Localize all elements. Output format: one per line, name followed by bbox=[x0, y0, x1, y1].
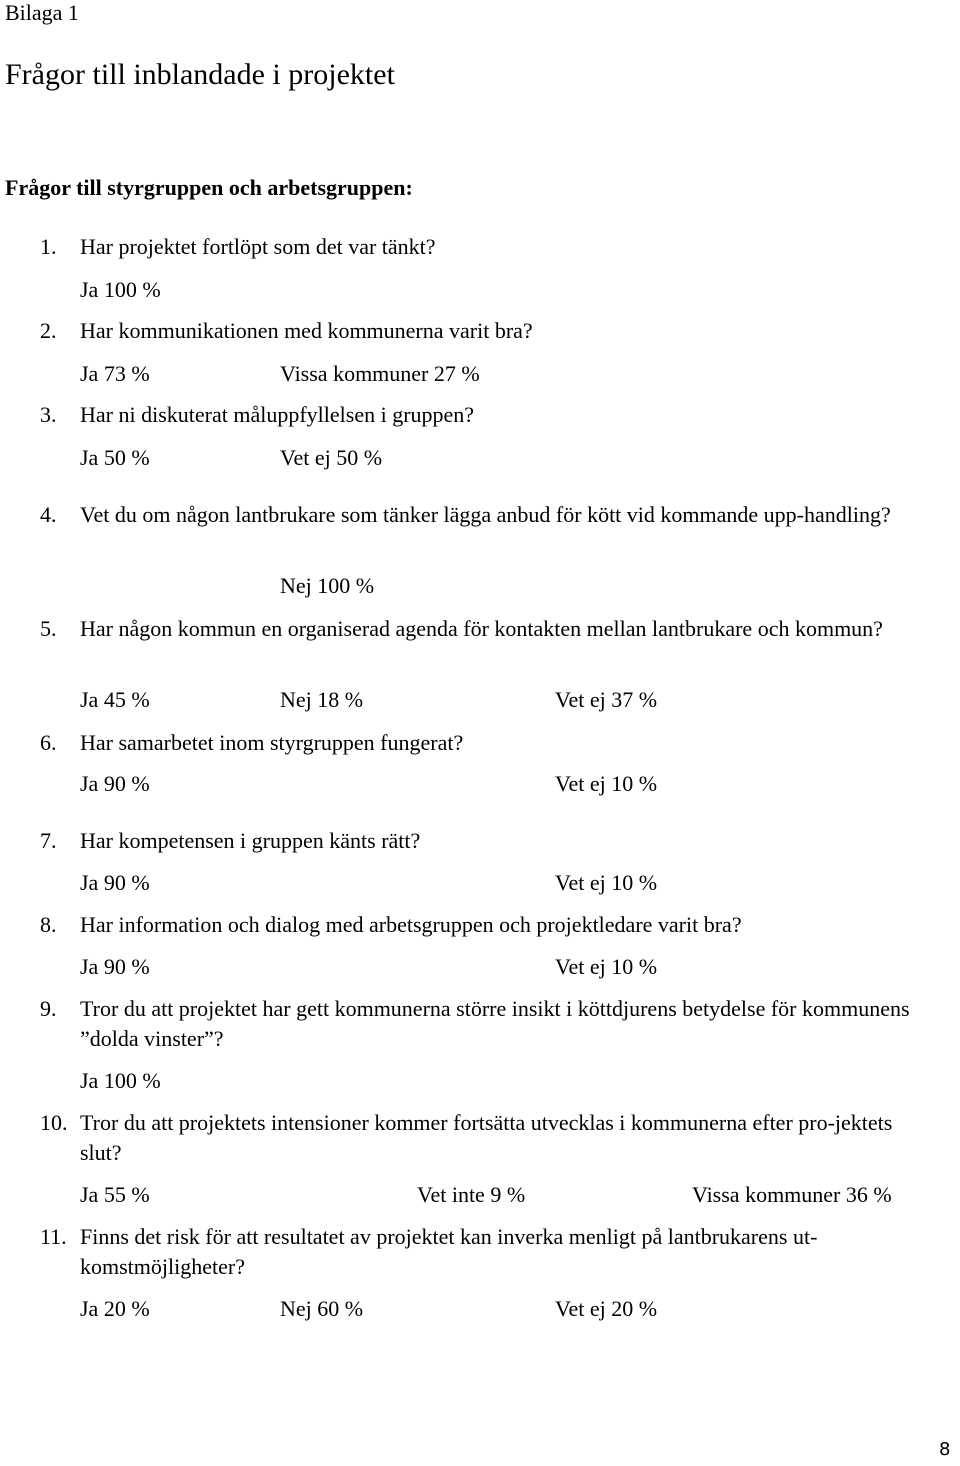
question-text: Har samarbetet inom styrgruppen fungerat? bbox=[80, 730, 464, 755]
page-title: Frågor till inblandade i projektet bbox=[5, 58, 395, 91]
answer: Vet ej 37 % bbox=[555, 687, 658, 712]
answer: Ja 100 % bbox=[80, 277, 161, 302]
question-number: 10. bbox=[40, 1110, 68, 1135]
answer: Vissa kommuner 27 % bbox=[280, 361, 480, 386]
question-number: 3. bbox=[40, 402, 57, 427]
question-number: 7. bbox=[40, 828, 57, 853]
question-1 bbox=[0, 232, 960, 262]
question-text: Har kompetensen i gruppen känts rätt? bbox=[80, 828, 421, 853]
answer: Ja 20 % bbox=[80, 1296, 150, 1321]
answer: Vet ej 50 % bbox=[280, 445, 383, 470]
document-label: Bilaga 1 bbox=[5, 0, 79, 25]
question-number: 11. bbox=[40, 1224, 67, 1249]
question-6 bbox=[0, 728, 960, 758]
question-number: 1. bbox=[40, 234, 57, 259]
answer: Ja 50 % bbox=[80, 445, 150, 470]
answer: Vet ej 10 % bbox=[555, 771, 658, 796]
question-10 bbox=[0, 1108, 960, 1168]
question-text: Har kommunikationen med kommunerna varit bra? bbox=[80, 318, 533, 343]
answer: Ja 45 % bbox=[80, 687, 150, 712]
question-number: 8. bbox=[40, 912, 57, 937]
question-number: 4. bbox=[40, 502, 57, 527]
question-2 bbox=[0, 316, 960, 346]
answer: Ja 90 % bbox=[80, 870, 150, 895]
answer: Vissa kommuner 36 % bbox=[692, 1182, 892, 1207]
question-text: Vet du om någon lantbrukare som tänker lägga anbud för kött vid kommande upp-handling? bbox=[80, 502, 891, 527]
question-number: 5. bbox=[40, 616, 57, 641]
question-9 bbox=[0, 994, 960, 1054]
question-text: Har någon kommun en organiserad agenda för kontakten mellan lantbrukare och kommun? bbox=[80, 616, 883, 641]
question-3 bbox=[0, 400, 960, 430]
answer: Ja 55 % bbox=[80, 1182, 150, 1207]
answer: Ja 90 % bbox=[80, 954, 150, 979]
question-text: Har projektet fortlöpt som det var tänkt? bbox=[80, 234, 436, 259]
answer: Nej 18 % bbox=[280, 687, 364, 712]
question-8 bbox=[0, 910, 960, 940]
section-heading: Frågor till styrgruppen och arbetsgruppen: bbox=[5, 175, 413, 200]
question-text: Har ni diskuterat måluppfyllelsen i gruppen? bbox=[80, 402, 475, 427]
question-5 bbox=[0, 614, 960, 674]
answer: Ja 90 % bbox=[80, 771, 150, 796]
answer: Ja 73 % bbox=[80, 361, 150, 386]
answer: Vet ej 10 % bbox=[555, 870, 658, 895]
question-11 bbox=[0, 1222, 960, 1282]
question-text: Tror du att projektet har gett kommunerna större insikt i köttdjurens betydelse för kommunens ”dolda vinster”? bbox=[80, 996, 910, 1051]
answer: Vet ej 20 % bbox=[555, 1296, 658, 1321]
question-7 bbox=[0, 826, 960, 856]
question-number: 9. bbox=[40, 996, 57, 1021]
question-text: Tror du att projektets intensioner kommer fortsätta utvecklas i kommunerna efter pro-jektets slut? bbox=[80, 1110, 893, 1165]
question-text: Har information och dialog med arbetsgruppen och projektledare varit bra? bbox=[80, 912, 742, 937]
question-number: 6. bbox=[40, 730, 57, 755]
question-text: Finns det risk för att resultatet av projektet kan inverka menligt på lantbrukarens ut-komstmöjligheter? bbox=[80, 1224, 818, 1279]
answer: Ja 100 % bbox=[80, 1068, 161, 1093]
question-4 bbox=[0, 500, 960, 560]
answer: Nej 60 % bbox=[280, 1296, 364, 1321]
question-number: 2. bbox=[40, 318, 57, 343]
answer: Nej 100 % bbox=[280, 573, 375, 598]
answer: Vet inte 9 % bbox=[417, 1182, 526, 1207]
page-number: 8 bbox=[939, 1439, 951, 1460]
answer: Vet ej 10 % bbox=[555, 954, 658, 979]
